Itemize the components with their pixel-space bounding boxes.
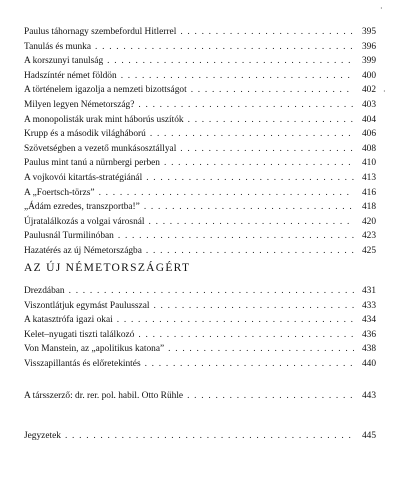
toc-entry: [24, 357, 376, 372]
toc-entry-title: Milyen legyen Németország?: [24, 99, 135, 110]
toc-entry-page: 418: [361, 202, 376, 213]
toc-entry: [24, 156, 376, 171]
toc-entry-title: Paulus mint tanú a nürnbergi perben: [24, 158, 160, 169]
toc-entry-page: 425: [361, 245, 376, 256]
toc-entry: [24, 429, 376, 444]
toc-entry: [24, 284, 376, 299]
toc-entry: [24, 342, 376, 357]
toc-entry-title: A katasztrófa igazi okai: [24, 315, 113, 326]
toc-leader-dots: [191, 83, 354, 98]
toc-entry-title: Hadszíntér német földön: [24, 70, 117, 81]
toc-entry-title: Viszontlátjuk egymást Paulusszal: [24, 300, 150, 311]
toc-leader-dots: [138, 328, 354, 343]
toc-entry: [24, 328, 376, 343]
toc-leader-dots: [121, 69, 354, 84]
toc-leader-dots: [117, 313, 354, 328]
toc-entry: [24, 54, 376, 69]
toc-entry-page: 395: [361, 27, 376, 37]
toc-leader-dots: [144, 200, 354, 215]
toc-entry: [24, 142, 376, 157]
toc-entry-title: Szövetségben a vezető munkásosztállyal: [24, 143, 177, 154]
toc-entry-title: Paulusnál Turmilinóban: [24, 231, 114, 242]
margin-mark: ·: [380, 4, 383, 13]
toc-leader-dots: [69, 284, 354, 299]
toc-entry: [24, 186, 376, 201]
toc-entry-page: 434: [361, 315, 376, 326]
toc-leader-dots: [164, 156, 354, 171]
toc-entry-title: Tanulás és munka: [24, 41, 92, 52]
toc-entry-title: Hazatérés az új Németországba: [24, 245, 142, 256]
toc-leader-dots: [146, 171, 354, 186]
toc-leader-dots: [95, 40, 354, 55]
toc-entry-page: 423: [361, 231, 376, 242]
toc-entry: [24, 113, 376, 128]
toc-entry-page: 433: [361, 300, 376, 311]
toc-leader-dots: [168, 342, 354, 357]
toc-entry-page: 403: [361, 99, 376, 110]
toc-entry-page: 416: [361, 187, 376, 198]
toc-entry-title: A korszunyi tanulság: [24, 56, 104, 67]
toc-entry-title: Krupp és a második világháború: [24, 129, 146, 140]
toc-leader-dots: [180, 142, 354, 157]
toc-entry-page: 440: [361, 358, 376, 369]
toc-leader-dots: [118, 229, 354, 244]
toc-entry: [24, 215, 376, 230]
toc-entry-title: Jegyzetek: [24, 431, 61, 441]
toc-entry-page: 408: [361, 143, 376, 154]
toc-leader-dots: [180, 25, 354, 40]
toc-entry: [24, 40, 376, 55]
toc-leader-dots: [153, 299, 354, 314]
toc-entry: [24, 299, 376, 314]
toc-entry-page: 399: [361, 56, 376, 67]
toc-entry-title: Újratalálkozás a volgai városnál: [24, 216, 145, 227]
toc-entry: [24, 313, 376, 328]
toc-entry: [24, 229, 376, 244]
margin-mark: ·: [383, 87, 386, 96]
toc-entry-page: 404: [361, 114, 376, 125]
toc-entry-title: A történelem igazolja a nemzeti bizottságot: [24, 85, 187, 96]
toc-entry-page: 402: [361, 85, 376, 96]
toc-entry-title: „Ádám ezredes, transzportba!”: [24, 202, 140, 213]
toc-entry-page: 406: [361, 129, 376, 140]
toc-notes: [24, 429, 376, 444]
toc-entry-title: Paulus táhornagy szembefordul Hitlerrel: [24, 27, 177, 37]
toc-leader-dots: [65, 429, 354, 444]
toc-entry: [24, 127, 376, 142]
toc-leader-dots: [145, 357, 354, 372]
toc-leader-dots: [107, 54, 354, 69]
toc-leader-dots: [188, 113, 354, 128]
toc-entry-page: 420: [361, 216, 376, 227]
toc-entry-page: 413: [361, 172, 376, 183]
toc-leader-dots: [187, 389, 354, 404]
toc-leader-dots: [146, 244, 354, 259]
toc-entry-title: Visszapillantás és előretekintés: [24, 358, 141, 369]
toc-entry-title: A vojkovói kitartás-stratégiánál: [24, 172, 143, 183]
toc-coauthor: [24, 389, 376, 404]
toc-entry: [24, 83, 376, 98]
toc-leader-dots: [150, 127, 354, 142]
toc-entry-page: 396: [361, 41, 376, 52]
toc-entry: [24, 389, 376, 404]
toc-list-new-germany: [24, 284, 376, 372]
toc-entry: [24, 98, 376, 113]
toc-entry-page: 436: [361, 329, 376, 340]
toc-list-part: [24, 25, 376, 259]
toc-entry-title: Drezdában: [24, 286, 65, 296]
toc-entry-page: 431: [361, 286, 376, 296]
toc-entry-page: 400: [361, 70, 376, 81]
toc-entry: [24, 25, 376, 40]
section-heading: AZ ÚJ NÉMETORSZÁGÉRT: [24, 262, 191, 274]
toc-entry-page: 443: [361, 391, 376, 401]
toc-leader-dots: [99, 186, 354, 201]
toc-entry-title: Kelet–nyugati tiszti találkozó: [24, 329, 135, 340]
toc-entry-title: A monopolisták urak mint háborús uszítók: [24, 114, 184, 125]
toc-entry: [24, 69, 376, 84]
toc-entry-page: 410: [361, 158, 376, 169]
toc-entry-page: 445: [361, 431, 376, 441]
toc-entry: [24, 244, 376, 259]
toc-entry: [24, 200, 376, 215]
toc-entry-title: Von Manstein, az „apolitikus katona”: [24, 344, 165, 355]
toc-entry-title: A „Foertsch-törzs”: [24, 187, 95, 198]
toc-entry-page: 438: [361, 344, 376, 355]
toc-entry: [24, 171, 376, 186]
toc-leader-dots: [149, 215, 354, 230]
toc-entry-title: A társszerző: dr. rer. pol. habil. Otto Rühle: [24, 391, 184, 401]
toc-leader-dots: [138, 98, 354, 113]
